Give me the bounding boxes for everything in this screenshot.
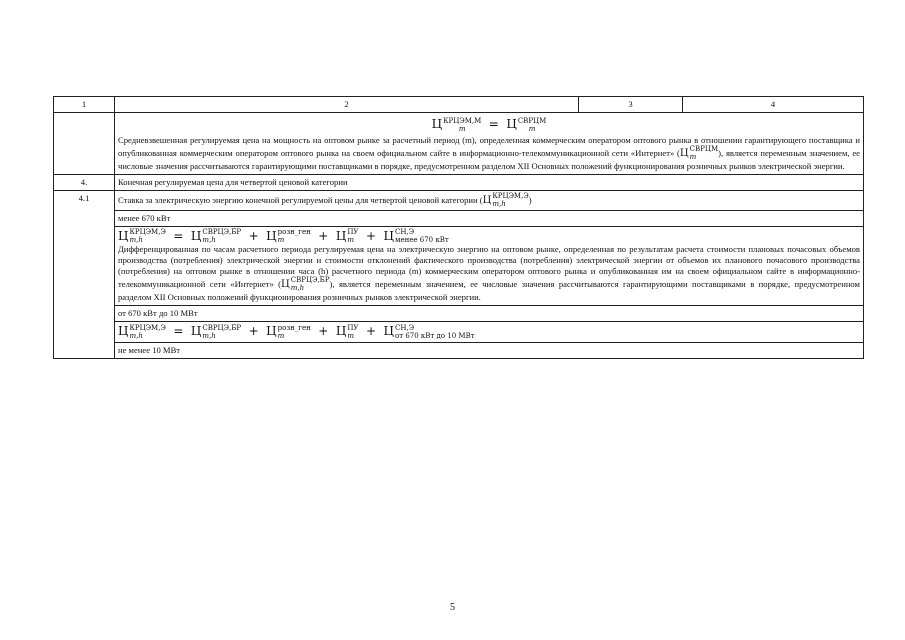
formula-symbol: Ц: [335, 324, 347, 338]
tier-row-10mw-plus: [54, 342, 864, 358]
description-text: ), является переменным значением, ее числовые значения рассчитываются гарантирующими поставщиками в порядке, предусмотренном разделом XII Основных положений функционирования розничных рынков электрической энергии.: [118, 279, 860, 302]
description-text: Средневзвешенная регулируемая цена на мощность на оптовом рынке за расчетный период (m), определенная коммерческим оператором оптового рынка в отношении гарантирующего поставщика и опубликованная коммерческим оператором оптового рынка на своем официальном сайте в информационно-телекоммуникационной сети «Интернет» (: [118, 134, 860, 158]
formula-equals: =: [173, 228, 184, 243]
header-col-2: 2: [115, 97, 579, 113]
formula-superscript: СВРЦМ: [689, 144, 719, 153]
formula-subscript: m,h: [492, 199, 506, 208]
formula-plus: +: [318, 228, 329, 243]
table-row-capacity-price: [54, 113, 864, 175]
table-row-4: [54, 174, 864, 190]
header-col-3: 3: [579, 97, 683, 113]
formula-symbol: Ц: [335, 228, 347, 243]
formula-symbol: Ц: [266, 324, 277, 338]
formula-subscript: m: [689, 152, 697, 161]
formula-plus: +: [365, 324, 377, 338]
row-text: ): [528, 194, 532, 205]
formula-superscript: СВРЦМ: [517, 116, 547, 125]
formula-subscript: m,h: [290, 284, 305, 292]
price-formula-under-670: [118, 229, 860, 245]
formula-symbol: Ц: [431, 117, 443, 131]
price-formula-670-to-10mw: [118, 324, 860, 340]
capacity-price-formula: [118, 117, 860, 133]
inline-formula: [482, 191, 529, 208]
formula-superscript: СН,Э: [395, 228, 415, 236]
formula-plus: +: [365, 228, 377, 243]
formula-subscript: m: [347, 236, 354, 244]
formula-symbol: Ц: [190, 324, 202, 338]
formula-row-under-670: [54, 226, 864, 306]
row-number: 4.1: [54, 190, 115, 358]
inline-formula: [679, 144, 719, 161]
row-4-text: Конечная регулируемая цена для четвертой ценовой категории: [115, 174, 864, 190]
description-text: ), является переменным значением, ее числовые значения рассчитываются гарантирующими поставщиками в порядке, предусмотренном разделом XII Основных положений функционирования розничных рынков электрической энергии.: [118, 147, 860, 171]
formula-superscript: СВРЦЭ,БР: [202, 228, 242, 236]
formula-superscript: СВРЦЭ,БР: [290, 276, 330, 284]
capacity-price-description: [118, 135, 860, 172]
formula-subscript: менее 670 кВт: [395, 236, 449, 244]
table-header-row: [54, 97, 864, 113]
formula-symbol: Ц: [383, 228, 395, 243]
formula-plus: +: [248, 324, 259, 338]
formula-subscript: m,h: [129, 331, 143, 340]
formula-superscript: КРЦЭМ,Э: [129, 323, 166, 332]
formula-symbol: Ц: [281, 279, 290, 290]
document-sheet: [53, 96, 863, 359]
formula-symbol: Ц: [118, 228, 129, 243]
formula-superscript: розн_ген: [277, 323, 311, 332]
formula-equals: =: [488, 117, 499, 131]
formula-superscript: ПУ: [347, 323, 359, 332]
formula-superscript: КРЦЭМ,Э: [129, 228, 166, 236]
formula-subscript: m: [528, 124, 536, 133]
tier-row-under-670: [54, 210, 864, 226]
row-number-empty: [54, 113, 115, 175]
header-col-1: 1: [54, 97, 115, 113]
tier-row-670-to-10mw: [54, 306, 864, 322]
formula-row-670-to-10mw: [54, 322, 864, 343]
tier-label: не менее 10 МВт: [115, 342, 864, 358]
description-text: Дифференцированная по часам расчетного периода регулируемая цена на электрическую энергию на оптовом рынке, определенная по результатам расчета стоимости плановых почасовых объемов производства (потребления) электрической энергии и стоимости отклонений фактического производства (потребления) электрической энергии от объемов их планового почасового производства (потребления) на оптовом рынке в отношении часа (h) расчетного периода (m) коммерческим оператором оптового рынка и опубликованная им на своем официальном сайте в информационно-телекоммуникационной сети «Интернет» (: [118, 244, 860, 289]
formula-symbol: Ц: [383, 324, 395, 338]
formula-symbol: Ц: [266, 228, 277, 243]
formula-symbol: Ц: [190, 228, 202, 243]
price-description: [118, 244, 860, 303]
formula-subscript: от 670 кВт до 10 МВт: [395, 331, 475, 340]
formula-cell: [115, 226, 864, 306]
tariff-table: [53, 96, 864, 359]
row-number: 4.: [54, 174, 115, 190]
table-row-4-1: [54, 190, 864, 210]
formula-cell: [115, 322, 864, 343]
formula-equals: =: [173, 324, 184, 338]
formula-superscript: СВРЦЭ,БР: [202, 323, 242, 332]
formula-plus: +: [248, 228, 259, 243]
formula-subscript: m,h: [202, 236, 216, 244]
inline-formula: [281, 276, 330, 292]
formula-symbol: Ц: [118, 324, 129, 338]
formula-superscript: КРЦЭМ,М: [443, 116, 482, 125]
page-number: 5: [450, 602, 455, 613]
tier-label: от 670 кВт до 10 МВт: [115, 306, 864, 322]
formula-subscript: m: [458, 124, 466, 133]
formula-symbol: Ц: [482, 194, 492, 206]
formula-superscript: КРЦЭМ,Э: [492, 191, 529, 200]
capacity-price-cell: [115, 113, 864, 175]
formula-subscript: m: [277, 331, 285, 340]
tier-label: менее 670 кВт: [115, 210, 864, 226]
formula-subscript: m: [347, 331, 354, 340]
row-text: Ставка за электрическую энергию конечной регулируемой цены для четвертой ценовой категории (: [118, 194, 483, 205]
formula-subscript: m,h: [202, 331, 216, 340]
row-4-1-text: [115, 190, 864, 210]
formula-symbol: Ц: [506, 117, 517, 131]
header-col-4: 4: [683, 97, 864, 113]
formula-superscript: СН,Э: [395, 323, 415, 332]
formula-plus: +: [318, 324, 329, 338]
formula-symbol: Ц: [679, 147, 689, 159]
formula-subscript: m,h: [129, 236, 143, 244]
formula-subscript: m: [277, 236, 285, 244]
formula-superscript: ПУ: [347, 228, 359, 236]
formula-superscript: розн_ген: [277, 228, 311, 236]
